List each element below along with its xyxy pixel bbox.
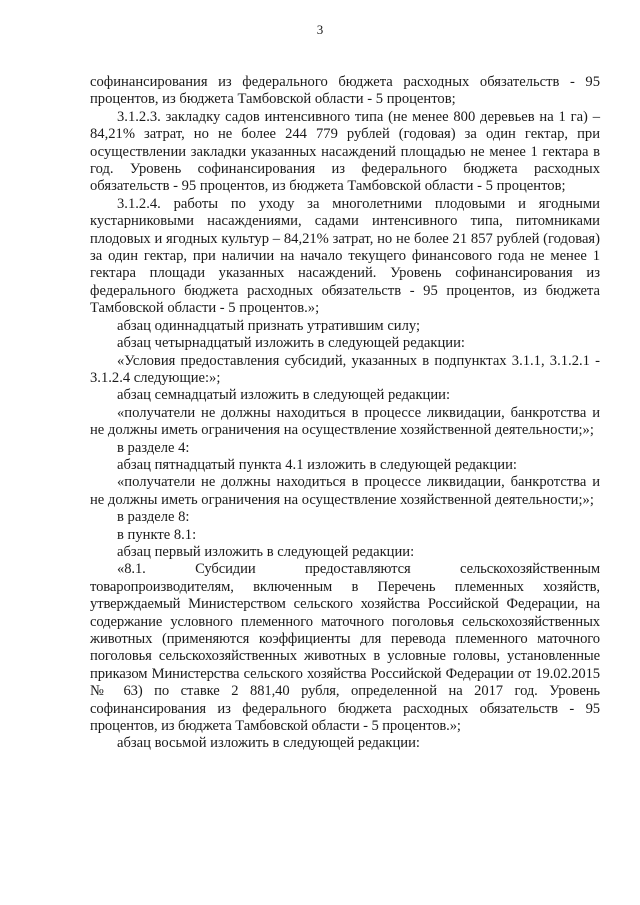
paragraph-quote-recipients-2: «получатели не должны находиться в процессе ликвидации, банкротства и не должны иметь ограничения на осуществление хозяйственной деятельности;»; [90,474,600,508]
page-number: 3 [316,22,324,37]
paragraph-abzac-17: абзац семнадцатый изложить в следующей редакции: [117,387,451,404]
paragraph-abzac-14: абзац четырнадцатый изложить в следующей редакции: [117,335,465,352]
paragraph-continuation: софинансирования из федерального бюджета расходных обязательств - 95 процентов, из бюджета Тамбовской области - 5 процентов; [90,74,600,108]
paragraph-3-1-2-3: 3.1.2.3. закладку садов интенсивного типа (не менее 800 деревьев на 1 га) – 84,21% затрат, но не более 244 779 рублей (годовая) за один гектар, при осуществлении закладки указанных насаждений площадью не менее 1 гектара в год. Уровень софинансирования из федерального бюджета расходных обязательств - 95 процентов, из бюджета Тамбовской области - 5 процентов; [90,108,600,195]
paragraph-point-8-1: в пункте 8.1: [117,526,197,543]
paragraph-quote-recipients-1: «получатели не должны находиться в процессе ликвидации, банкротства и не должны иметь ограничения на осуществление хозяйственной деятельности;»; [90,404,600,439]
paragraph-section-8: в разделе 8: [117,509,190,526]
paragraph-section-4: в разделе 4: [117,439,190,456]
document-body [90,74,600,753]
paragraph-abzac-1: абзац первый изложить в следующей редакции: [117,543,415,560]
paragraph-quote-8-1: «8.1. Субсидии предоставляются сельскохозяйственным товаропроизводителям, включенным в Перечень племенных хозяйств, утверждаемый Министерством сельского хозяйства Российской Федерации, на содержание условного племенного маточного поголовья сельскохозяйственных животных (применяются коэффициенты для перевода племенного маточного поголовья сельскохозяйственных животных в условные головы, установленные приказом Министерства сельского хозяйства Российской Федерации от 19.02.2015 № 63) по ставке 2 881,40 рубля, определенной на 2017 год. Уровень софинансирования из федерального бюджета расходных обязательств - 95 процентов, из бюджета Тамбовской области - 5 процентов.»; [90,561,600,735]
paragraph-abzac-15: абзац пятнадцатый пункта 4.1 изложить в следующей редакции: [117,456,517,473]
paragraph-3-1-2-4: 3.1.2.4. работы по уходу за многолетними плодовыми и ягодными кустарниковыми насаждениями, садами интенсивного типа, питомниками плодовых и ягодных культур – 84,21% затрат, но не более 21 857 рублей (годовая) за один гектар, при наличии на начало текущего финансового года не менее 1 гектара площади указанных насаждений. Уровень софинансирования из федерального бюджета расходных обязательств - 95 процентов, из бюджета Тамбовской области - 5 процентов.»; [90,195,600,317]
paragraph-quote-conditions: «Условия предоставления субсидий, указанных в подпунктах 3.1.1, 3.1.2.1 - 3.1.2.4 следующие:»; [90,352,600,386]
paragraph-abzac-11: абзац одиннадцатый признать утратившим силу; [117,317,421,334]
paragraph-abzac-8: абзац восьмой изложить в следующей редакции: [117,735,420,752]
